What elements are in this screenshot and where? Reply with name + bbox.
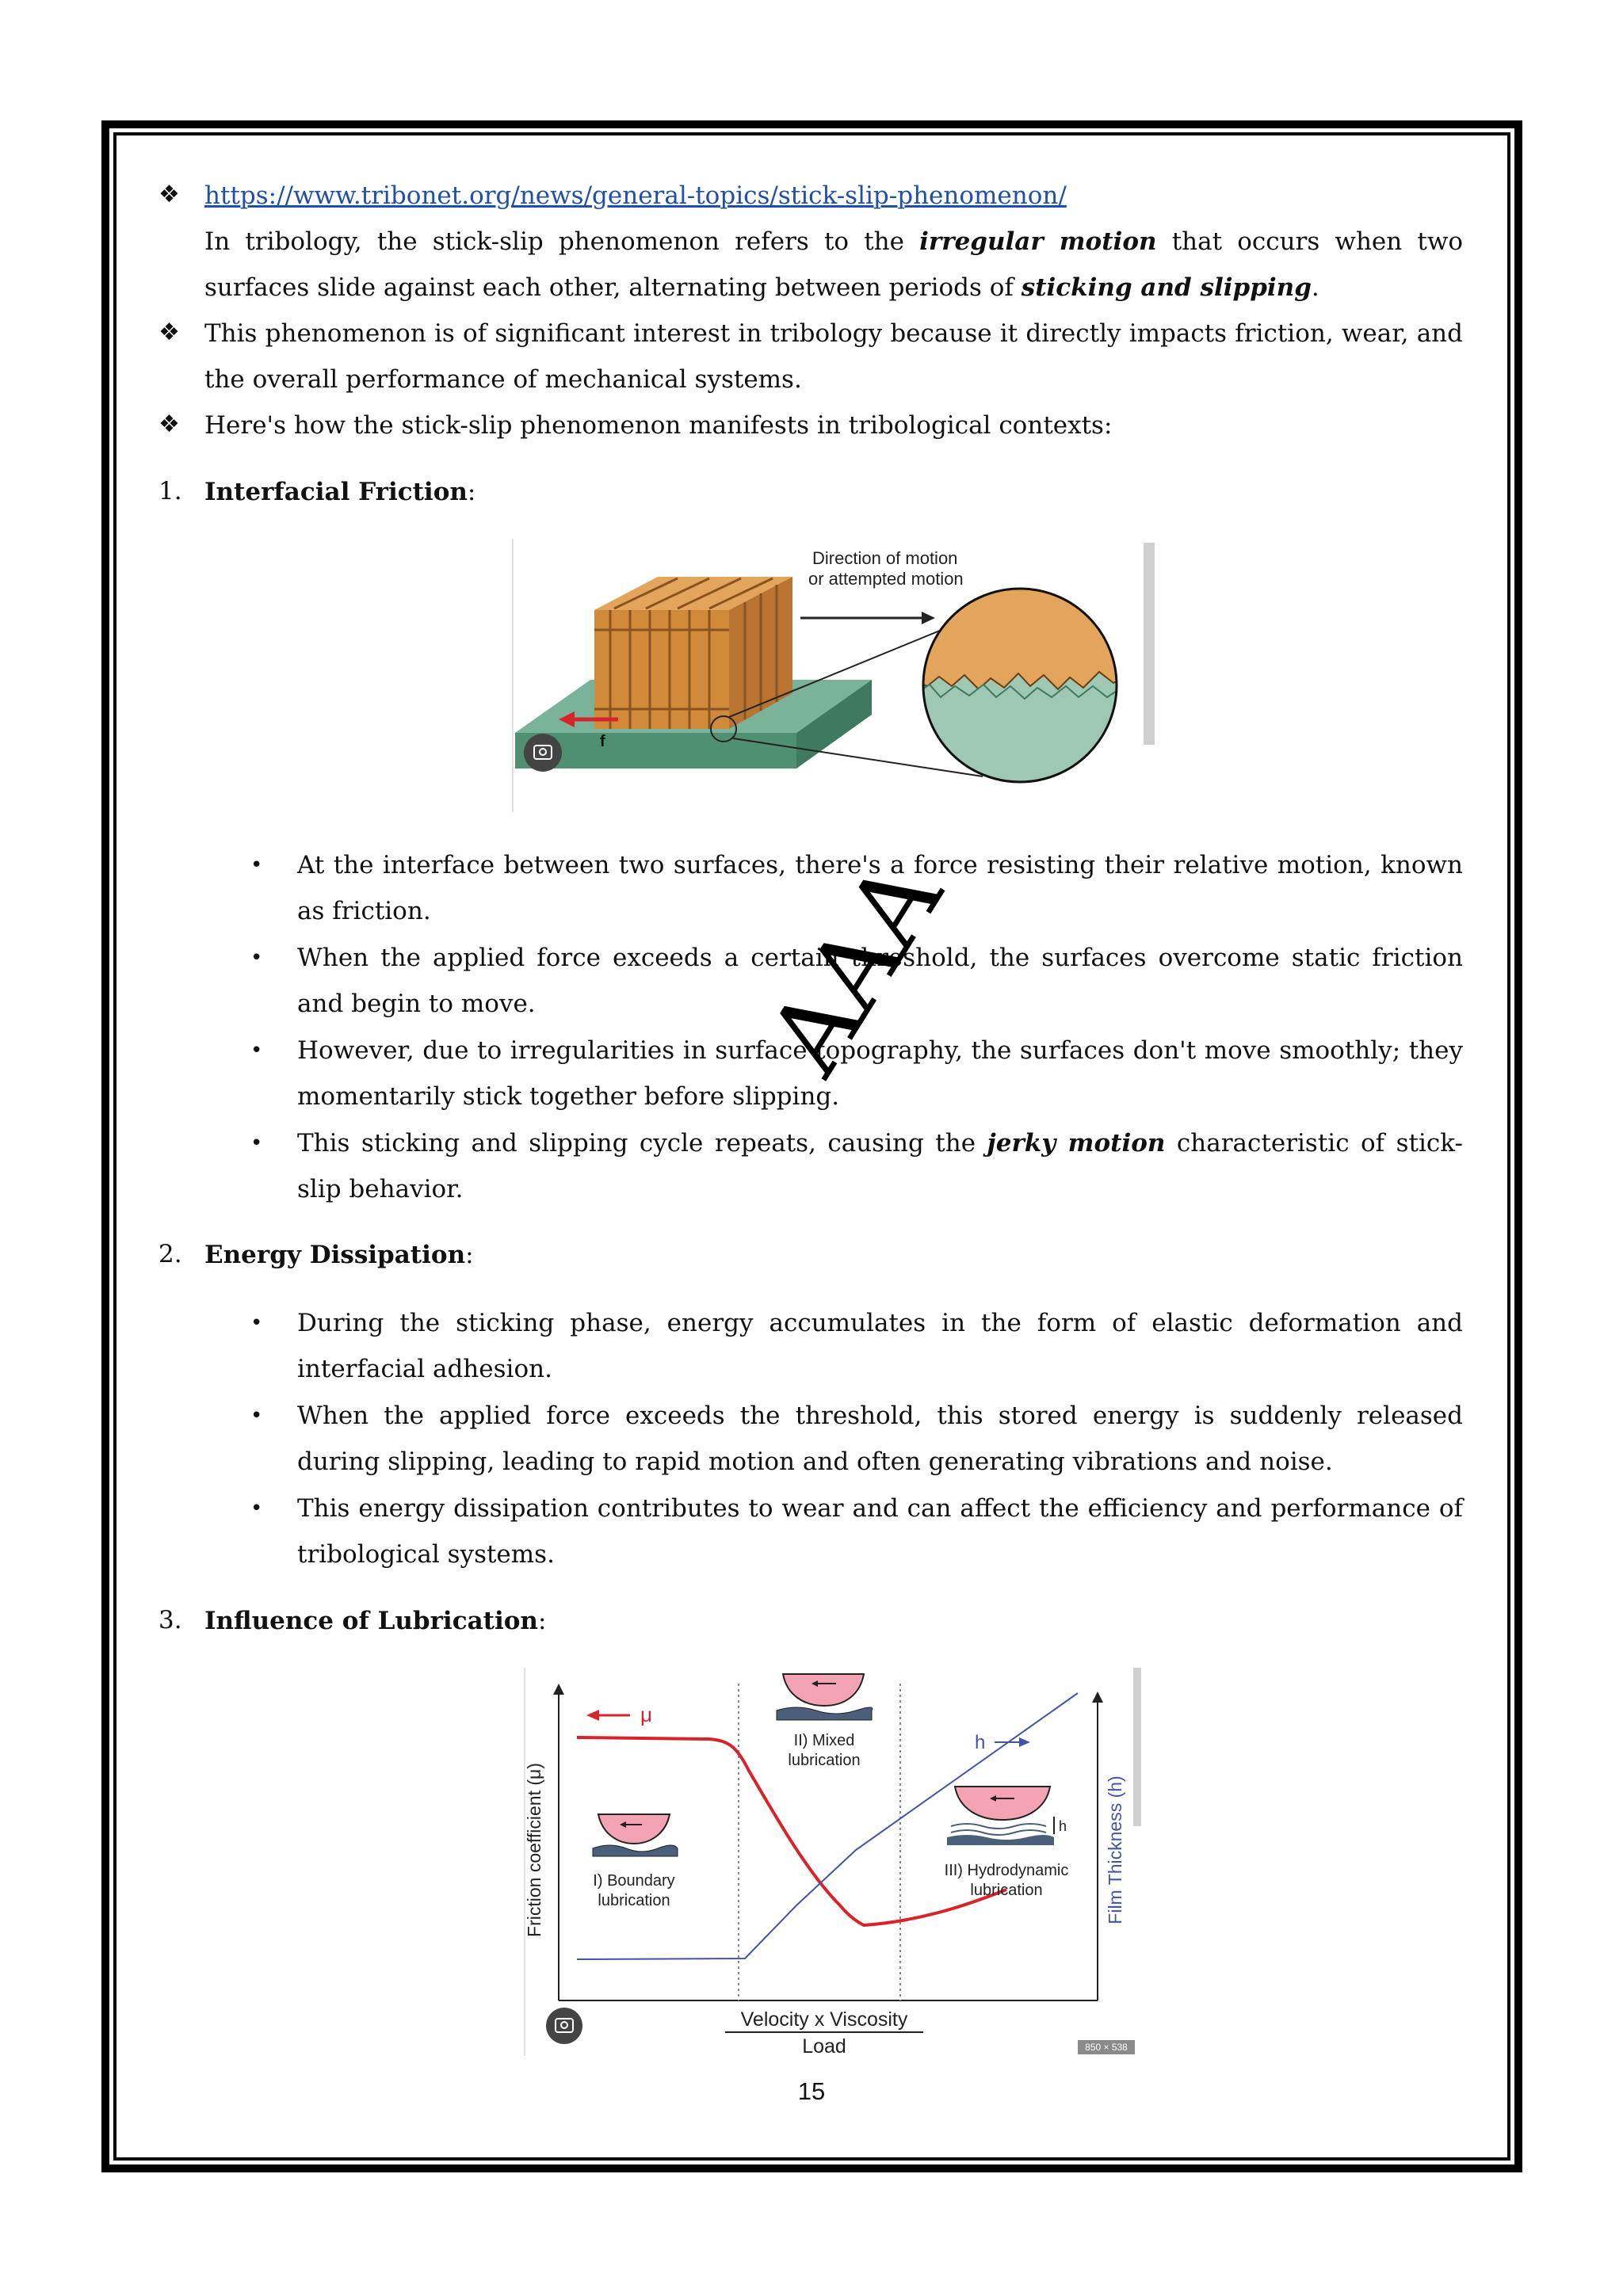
section-number: 1. xyxy=(158,477,182,505)
friction-bullet-1: At the interface between two surfaces, there's a force resisting their relative motion, known as friction. xyxy=(297,851,1463,925)
bullet-dot-icon: • xyxy=(250,1311,263,1335)
bullet-dot-icon: • xyxy=(250,1131,263,1155)
region2-label-2: lubrication xyxy=(788,1752,861,1769)
energy-bullet-2: When the applied force exceeds the threshold, this stored energy is suddenly released during slipping, leading to rapid motion and often generating vibrations and noise. xyxy=(297,1402,1463,1476)
crate-icon xyxy=(594,577,792,729)
energy-bullet-3: This energy dissipation contributes to wear and can affect the efficiency and performance of tribological systems. xyxy=(297,1494,1463,1569)
energy-bullet-1: During the sticking phase, energy accumulates in the form of elastic deformation and interfacial adhesion. xyxy=(297,1309,1463,1383)
diamond-bullet-icon: ❖ xyxy=(158,181,180,208)
friction-bullet-3: However, due to irregularities in surface topography, the surfaces don't move smoothly; they momentarily stick together before slipping. xyxy=(297,1036,1463,1111)
section-heading: Interfacial Friction: xyxy=(204,478,476,506)
friction-crate-figure xyxy=(511,539,1161,812)
h-label: h xyxy=(975,1732,986,1753)
y2-axis-label: Film Thickness (h) xyxy=(1105,1775,1125,1924)
section-heading: Influence of Lubrication: xyxy=(204,1607,547,1635)
friction-bullet-4: This sticking and slipping cycle repeats, causing the jerky motion characteristic of stick-slip behavior. xyxy=(297,1129,1463,1203)
intro-paragraph: In tribology, the stick-slip phenomenon refers to the irregular motion that occurs when two surfaces slide against each other, alternating between periods of sticking and slipping. xyxy=(204,227,1464,302)
page-number: 15 xyxy=(797,2077,826,2105)
mixed-lubrication-icon xyxy=(777,1674,873,1720)
lens-icon xyxy=(524,734,562,772)
region3-label-2: lubrication xyxy=(970,1882,1043,1899)
diamond-bullet-icon: ❖ xyxy=(158,410,180,438)
source-link[interactable]: https://www.tribonet.org/news/general-topics/stick-slip-phenomenon/ xyxy=(204,181,1067,210)
stribeck-curve-figure xyxy=(523,1668,1145,2056)
intro-paragraph-3: Here's how the stick-slip phenomenon manifests in tribological contexts: xyxy=(204,411,1113,440)
bullet-dot-icon: • xyxy=(250,1497,263,1520)
svg-text:h: h xyxy=(1059,1818,1067,1834)
intro-paragraph-2: This phenomenon is of significant interest in tribology because it directly impacts friction, wear, and the overall performance of mechanical systems. xyxy=(204,319,1463,394)
diamond-bullet-icon: ❖ xyxy=(158,318,180,346)
mu-label: μ xyxy=(640,1703,652,1726)
lens-icon xyxy=(546,2008,582,2044)
region1-label-1: I) Boundary xyxy=(593,1872,675,1890)
bullet-dot-icon: • xyxy=(250,946,263,970)
motion-label-1: Direction of motion xyxy=(812,548,958,568)
section-number: 3. xyxy=(158,1606,182,1634)
x-axis-label-denominator: Load xyxy=(802,2035,846,2056)
force-label: f xyxy=(600,733,605,750)
boundary-lubrication-icon xyxy=(593,1814,678,1856)
image-size-badge: 850 × 538 xyxy=(1085,2042,1128,2053)
motion-label-2: or attempted motion xyxy=(808,569,964,589)
region3-label-1: III) Hydrodynamic xyxy=(944,1862,1069,1879)
y-axis-label: Friction coefficient (μ) xyxy=(524,1763,544,1937)
section-number: 2. xyxy=(158,1240,182,1268)
region2-label-1: II) Mixed xyxy=(793,1732,855,1749)
bullet-dot-icon: • xyxy=(250,1404,263,1428)
watermark-text: AAA xyxy=(745,841,966,1094)
region1-label-2: lubrication xyxy=(598,1892,670,1909)
friction-bullet-2: When the applied force exceeds a certain threshold, the surfaces overcome static friction and begin to move. xyxy=(297,944,1463,1018)
hydrodynamic-lubrication-icon xyxy=(947,1787,1067,1845)
bullet-dot-icon: • xyxy=(250,853,263,877)
section-heading: Energy Dissipation: xyxy=(204,1241,474,1269)
magnified-surface-circle xyxy=(915,586,1129,792)
bullet-dot-icon: • xyxy=(250,1039,263,1062)
x-axis-label-numerator: Velocity x Viscosity xyxy=(740,2008,908,2031)
